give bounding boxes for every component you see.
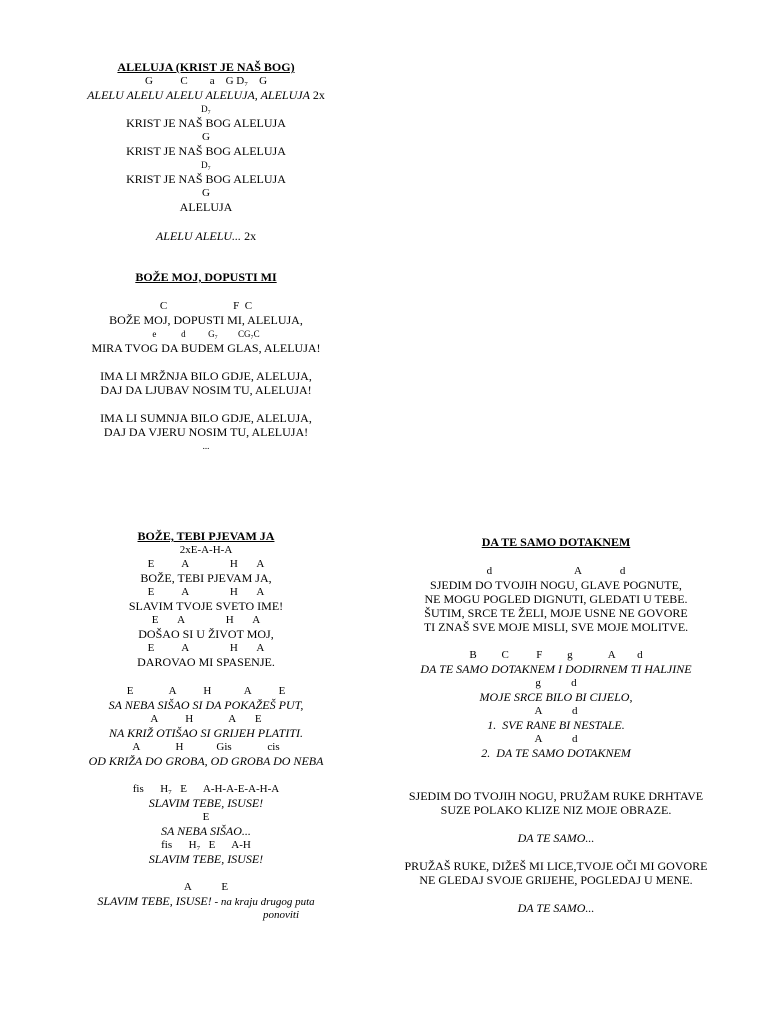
lyric-line: SUZE POLAKO KLIZE NIZ MOJE OBRAZE. [440, 803, 672, 817]
chord-line: G [202, 187, 210, 199]
lyric-line: IMA LI SUMNJA BILO GDJE, ALELUJA, [100, 411, 312, 425]
performance-note: ponoviti [262, 909, 300, 921]
chord-line: d A d [486, 565, 626, 577]
song-title: BOŽE MOJ, DOPUSTI MI [135, 270, 277, 284]
refrain-ref: DA TE SAMO... [517, 831, 595, 845]
lyric-line: OD KRIŽA DO GROBA, OD GROBA DO NEBA [88, 754, 324, 768]
lyric-line: DAJ DA LJUBAV NOSIM TU, ALELUJA! [100, 383, 312, 397]
lyric-line: SLAVIM TEBE, ISUSE! [148, 852, 264, 866]
lyric-line: IMA LI MRŽNJA BILO GDJE, ALELUJA, [100, 369, 312, 383]
lyric-line: SA NEBA SIŠAO SI DA POKAŽEŠ PUT, [108, 698, 304, 712]
lyric-line: BOŽE MOJ, DOPUSTI MI, ALELUJA, [109, 313, 303, 327]
chord-line: A H A E [150, 713, 262, 725]
outro-text: ALELU ALELU... [155, 229, 242, 243]
lyric-line [60, 88, 352, 102]
chord-line: E [202, 811, 210, 823]
song-aleluja [60, 60, 352, 250]
lyric-line: KRIST JE NAŠ BOG ALELUJA [126, 116, 286, 130]
intro-line: 2xE-A-H-A [179, 544, 233, 556]
chord-line: E A H A [151, 614, 261, 626]
lyric-line: MOJE SRCE BILO BI CIJELO, [479, 690, 633, 704]
chord-line: C F C [159, 300, 253, 312]
lyric-line: 1. SVE RANE BI NESTALE. [487, 718, 625, 732]
lyric-line: PRUŽAŠ RUKE, DIŽEŠ MI LICE,TVOJE OČI MI GOVORE [404, 859, 708, 873]
song-title: ALELUJA (KRIST JE NAŠ BOG) [117, 60, 295, 74]
song-title: DA TE SAMO DOTAKNEM [481, 535, 631, 549]
lyric-line: MIRA TVOG DA BUDEM GLAS, ALELUJA! [91, 341, 321, 355]
lyric-line: DA TE SAMO DOTAKNEM I DODIRNEM TI HALJINE [420, 662, 692, 676]
repeat-marker: 2x [244, 229, 257, 243]
lyric-line: NA KRIŽ OTIŠAO SI GRIJEH PLATITI. [109, 726, 303, 740]
lyric-line: DAROVAO MI SPASENJE. [137, 655, 275, 669]
lyric-line: NE MOGU POGLED DIGNUTI, GLEDATI U TEBE. [424, 592, 688, 606]
lyric-text: SLAVIM TEBE, ISUSE! [97, 894, 212, 908]
chord-line: D₇ [201, 104, 211, 114]
lyric-line: DAJ DA VJERU NOSIM TU, ALELUJA! [103, 425, 309, 439]
lyric-line: KRIST JE NAŠ BOG ALELUJA [126, 144, 286, 158]
lyric-line: KRIST JE NAŠ BOG ALELUJA [126, 172, 286, 186]
lyric-line: SJEDIM DO TVOJIH NOGU, PRUŽAM RUKE DRHTAVE [408, 789, 704, 803]
lyric-line: DOŠAO SI U ŽIVOT MOJ, [138, 627, 274, 641]
repeat-marker: 2x [312, 88, 325, 102]
lyric-line: BOŽE, TEBI PJEVAM JA, [140, 571, 272, 585]
chord-line: A d [534, 733, 578, 745]
chord-line: A H Gis cis [132, 741, 280, 753]
performance-note: - na kraju drugog puta [211, 896, 315, 908]
song-boze-moj [60, 270, 352, 460]
lyric-line: SA NEBA SIŠAO... [161, 824, 251, 838]
lyric-line: SLAVIM TVOJE SVETO IME! [128, 599, 284, 613]
chord-line: e d G₇ CG₇C [152, 329, 260, 339]
chord-line: fis H₇ E A-H [161, 839, 251, 851]
chord-line: B C F g A d [469, 649, 643, 661]
song-boze-tebi [60, 529, 352, 929]
lyric-line: ALELUJA [179, 200, 233, 214]
chord-line: g d [535, 677, 577, 689]
lyric-line: SLAVIM TEBE, ISUSE! [148, 796, 264, 810]
chord-line: E A H A [147, 586, 265, 598]
lyric-line: 2. DA TE SAMO DOTAKNEM [481, 746, 631, 760]
ellipsis: ... [202, 441, 210, 451]
chord-line: A E [183, 881, 229, 893]
chord-line: D₇ [201, 160, 211, 170]
lyric-line [60, 894, 352, 908]
chord-line: G C a G D₇ G [144, 75, 268, 87]
lyric-text: ALELU ALELU ALELU ALELUJA, ALELUJA [87, 88, 310, 102]
lyric-line: TI ZNAŠ SVE MOJE MISLI, SVE MOJE MOLITVE. [423, 620, 689, 634]
chord-line: E A H A E [126, 685, 286, 697]
song-da-te-samo [395, 535, 717, 925]
lyric-line: SJEDIM DO TVOJIH NOGU, GLAVE POGNUTE, [430, 578, 682, 592]
song-title: BOŽE, TEBI PJEVAM JA [137, 529, 275, 543]
lyric-line: ŠUTIM, SRCE TE ŽELI, MOJE USNE NE GOVORE [424, 606, 688, 620]
chord-line: E A H A [147, 558, 265, 570]
refrain-ref: DA TE SAMO... [517, 901, 595, 915]
chord-line: G [202, 131, 210, 143]
chord-line: E A H A [147, 642, 265, 654]
outro-line [60, 229, 352, 243]
chord-line: fis H₇ E A-H-A-E-A-H-A [132, 783, 280, 795]
chord-line: A d [534, 705, 578, 717]
lyric-line: NE GLEDAJ SVOJE GRIJEHE, POGLEDAJ U MENE. [419, 873, 693, 887]
